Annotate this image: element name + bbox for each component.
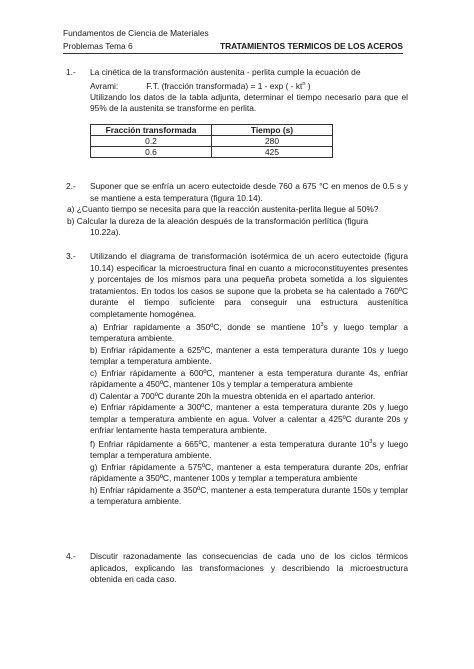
avrami-exponent: n <box>302 80 306 87</box>
avrami-equation: F.T. (fracción transformada) = 1 - exp ( - kt <box>146 80 303 91</box>
avrami-label: Avrami: <box>90 80 119 91</box>
problem-2-number: 2.- <box>66 181 76 191</box>
problem-4-number: 4.- <box>66 551 76 561</box>
table-header-fraction: Fracción transformada <box>91 125 212 136</box>
problem-3-part-f: f) Enfriar rápidamente a 665ºC, mantener a esta temperatura durante $10^3s$ y luego templar a temperatura ambiente. <box>90 438 408 461</box>
header-line2 <box>63 41 403 51</box>
problem-3-part-e: e) Enfriar rápidamente a 300ºC, mantener a esta temperatura durante 20s y luego templar a temperatura ambiente en agua. Volver a calentar a 425ºC durante 20s y enfriar lentamente hasta temperatura ambiente. <box>90 402 408 436</box>
problem-1-question: Utilizando los datos de la tabla adjunta, determinar el tiempo necesario para que el 95% de la austenita se transforme en perlita. <box>90 91 408 114</box>
problem-3-text <box>90 251 408 508</box>
table-cell: 425 <box>212 147 333 158</box>
problem-1-text <box>90 67 408 115</box>
problem-2-part-a: a) ¿Cuanto tiempo se necesita para que la reacción austenita-perlita llegue al 50%? <box>67 204 379 214</box>
table-cell: 280 <box>212 136 333 147</box>
table-cell: 0.6 <box>91 147 212 158</box>
problem-1-number: 1.- <box>66 67 76 77</box>
problem-2-parts <box>67 204 408 239</box>
table-header-time: Tiempo (s) <box>212 125 333 136</box>
problem-2-text: Suponer que se enfría un acero eutectoide desde 760 a 675 °C en menos de 0.5 s y se mantiene a esta temperatura (figura 10.14). <box>90 181 408 203</box>
problem-3-part-b: b) Enfriar rápidamente a 625ºC, mantener a esta temperatura durante 10s y luego templar a temperatura ambiente. <box>90 344 408 367</box>
problem-2-part-b-cont: 10.22a). <box>90 227 121 237</box>
problem-4-text: Discutir razonadamente las consecuencias de cada uno de los ciclos térmicos aplicados, explicando las transformaciones y describiendo la microestructura obtenida en cada caso. <box>90 551 408 584</box>
table-cell: 0.2 <box>91 136 212 147</box>
table-header-row <box>91 125 333 136</box>
problem-3-number: 3.- <box>66 251 76 261</box>
header-course-title: Fundamentos de Ciencia de Materiales <box>63 28 209 38</box>
problem-2-part-b: b) Calcular la dureza de la aleación después de la transformación perlítica (figura <box>67 215 369 226</box>
problem-1-avrami: Avrami: F.T. (fracción transformada) = 1 - exp ( - $kt^n$ ) <box>90 80 311 91</box>
table-row <box>91 147 333 158</box>
table-row <box>91 136 333 147</box>
data-table <box>90 124 333 158</box>
problem-1-line1: La cinética de la transformación austenita - perlita cumple la ecuación de <box>90 67 361 77</box>
header-problem-set: Problemas Tema 6 <box>63 41 133 51</box>
problem-3-part-a: a) Enfriar rapidamente a 350ºC, donde se mantiene $10^3s$ y luego templar a temperatura ambiente. <box>90 321 408 344</box>
problem-3-intro: Utilizando el diagrama de transformación isotérmica de un acero eutectoide (figura 10.14) especificar la microestructura final en cuanto a microconstituyentes presentes y porcentajes de los mismos para una pequeña probeta sometida a los siguientes tratamientos. En todos los casos se supone que la probeta se ha calentado a 760ºC durante el tiempo suficiente para conseguir una estructura austenítica completamente homogénea. <box>90 251 408 319</box>
header-rule <box>63 53 403 54</box>
problem-3-part-h: h) Enfriar rápidamente a 350ºC, mantener a esta temperatura durante 150s y templar a temperatura ambiente. <box>90 484 408 507</box>
problem-3-part-d: d) Calentar a 700ºC durante 20h la muestra obtenida en el apartado anterior. <box>90 390 376 401</box>
problem-3-part-c: c) Enfriar rápidamente a 600ºC, mantener a esta temperatura durante 4s, enfriar rápidamente a 450ºC, mantener 10s y templar a temperatura ambiente <box>90 367 408 390</box>
header-topic: TRATAMIENTOS TERMICOS DE LOS ACEROS <box>219 41 403 51</box>
problem-3-part-g: g) Enfriar rápidamente a 575ºC, mantener a esta temperatura durante 20s, enfriar rápidamente a 350ºC, mantener 100s y templar a temperatura ambiente <box>90 461 408 484</box>
